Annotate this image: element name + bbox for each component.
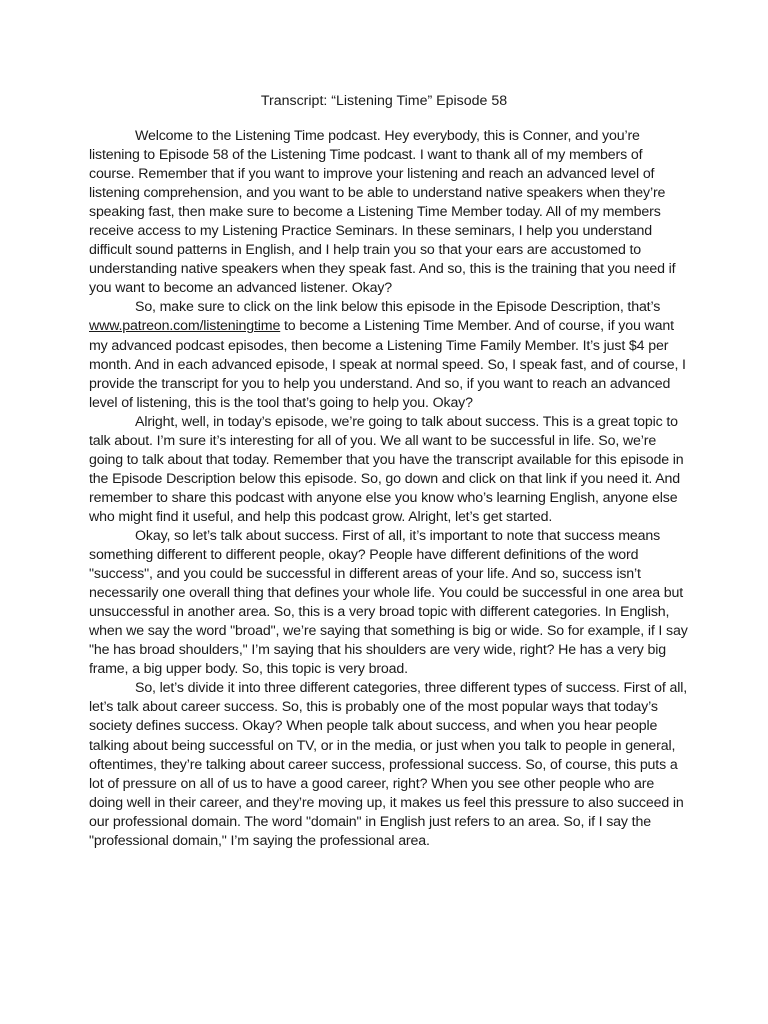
paragraph-episode-topic: Alright, well, in today’s episode, we’re going to talk about success. This is a great topic to talk about. I’m sure it’s interesting for all of you. We all want to be successful in life. So, we’re going to talk about that today. Remember that you have the transcript available for this episode in the Episode Description below this episode. So, go down and click on that link if you need it. And remember to share this podcast with anyone else you know who’s learning English, anyone else who might find it useful, and help this podcast grow. Alright, let’s get started. — [89, 413, 684, 525]
patreon-link[interactable]: www.patreon.com/listeningtime — [89, 318, 281, 335]
paragraph-membership-text-end: to become a Listening Time Member. And of course, if you want my advanced podcast episodes, then become a Listening Time Family Member. It’s just $4 per month. And in each advanced episode, I speak at normal speed. So, I speak fast, and of course, I provide the transcript for you to help you understand. And so, if you want to reach an advanced level of listening, this is the tool that’s going to help you. Okay? — [89, 318, 686, 411]
paragraph-career-success: So, let’s divide it into three different categories, three different types of success. First of all, let’s talk about career success. So, this is probably one of the most popular ways that today’s society defines success. Okay? When people talk about success, and when you hear people talking about being successful on TV, or in the media, or just when you talk to people in general, oftentimes, they’re talking about career success, professional success. So, of course, this puts a lot of pressure on all of us to have a good career, right? When you see other people who are doing well in their career, and they’re moving up, it makes us feel this pressure to also succeed in our professional domain. The word "domain" in English just refers to an area. So, if I say the "professional domain," I’m saying the professional area. — [89, 680, 688, 849]
transcript-body — [89, 127, 690, 851]
paragraph-membership-text-start: So, make sure to click on the link below this episode in the Episode Description, that’s — [135, 299, 661, 316]
paragraph-membership — [89, 298, 690, 412]
paragraph-success-definition: Okay, so let’s talk about success. First of all, it’s important to note that success means something different to different people, okay? People have different definitions of the word "success", and you could be successful in different areas of your life. And so, success isn’t necessarily one overall thing that defines your whole life. You could be successful in one area but unsuccessful in another area. So, this is a very broad topic with different categories. In English, when we say the word "broad", we’re saying that something is big or wide. So for example, if I say "he has broad shoulders," I’m saying that his shoulders are very wide, right? He has a very big frame, a big upper body. So, this topic is very broad. — [89, 527, 688, 678]
document-title: Transcript: “Listening Time” Episode 58 — [260, 93, 508, 109]
paragraph-intro: Welcome to the Listening Time podcast. Hey everybody, this is Conner, and you’re listening to Episode 58 of the Listening Time podcast. I want to thank all of my members of course. Remember that if you want to improve your listening and reach an advanced level of listening comprehension, and you want to be able to understand native speakers when they’re speaking fast, then make sure to become a Listening Time Member today. All of my members receive access to my Listening Practice Seminars. In these seminars, I help you understand difficult sound patterns in English, and I help train you so that your ears are accustomed to understanding native speakers when they speak fast. And so, this is the training that you need if you want to become an advanced listener. Okay? — [89, 128, 676, 297]
